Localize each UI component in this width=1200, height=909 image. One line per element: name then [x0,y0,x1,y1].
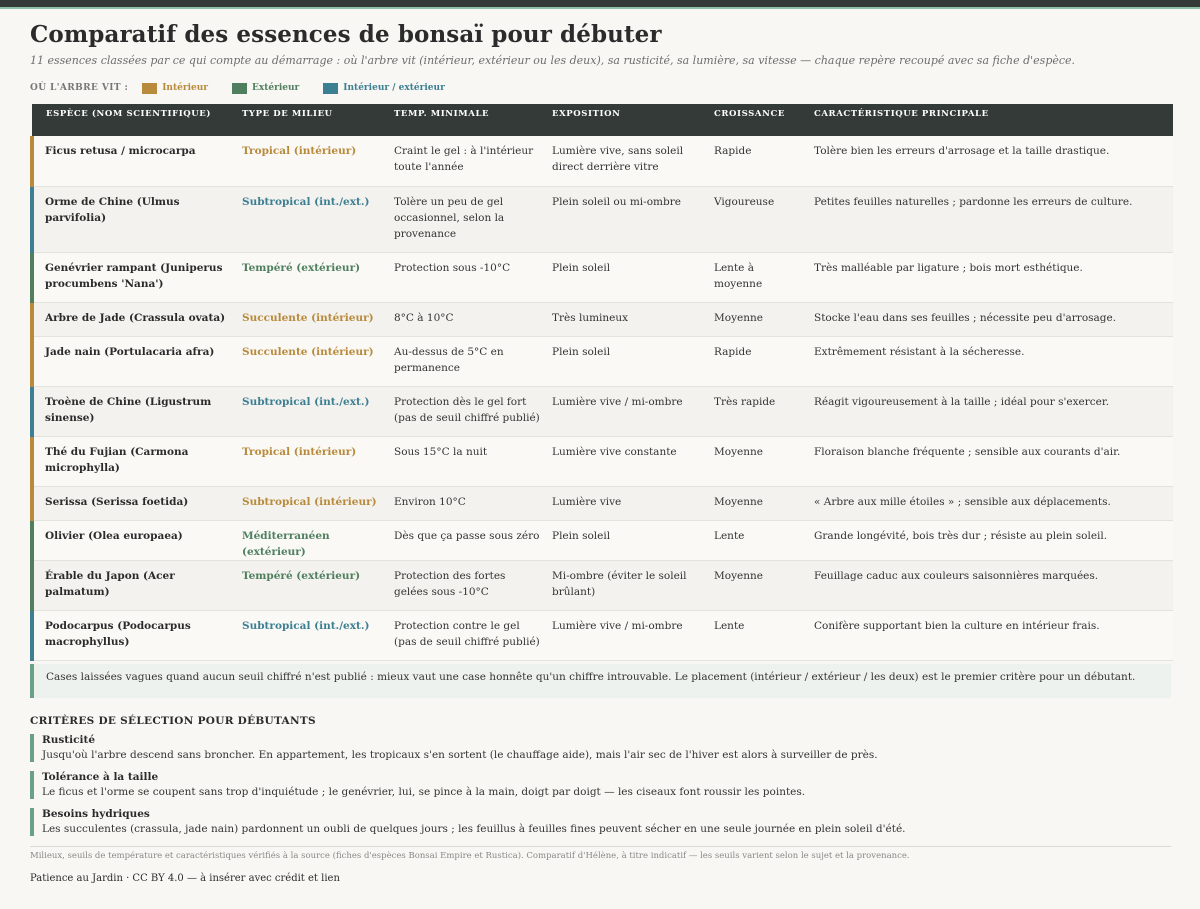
cell-milieu: Tempéré (extérieur) [236,560,388,610]
cell-temp: Tolère un peu de gel occasionnel, selon la provenance [388,186,546,252]
table-row [32,610,1173,660]
legend-swatch-interieur [142,83,157,94]
cell-croissance: Moyenne [708,560,808,610]
table-header-row [32,104,1173,136]
species-table [30,104,1173,661]
cell-croissance: Lente [708,610,808,660]
cell-milieu: Subtropical (int./ext.) [236,610,388,660]
cell-croissance: Moyenne [708,486,808,520]
cell-exposition: Lumière vive / mi-ombre [546,610,708,660]
criteria-list [30,734,1171,836]
cell-milieu: Tempéré (extérieur) [236,252,388,302]
page-subtitle: 11 essences classées par ce qui compte au démarrage : où l'arbre vit (intérieur, extérieur ou les deux), sa rusticité, sa lumière, sa vitesse — chaque repère recoupé avec sa fiche d'espèce. [30,54,1076,67]
cell-milieu: Subtropical (int./ext.) [236,186,388,252]
top-bar [0,0,1200,7]
cell-croissance: Lente [708,520,808,560]
cell-milieu: Succulente (intérieur) [236,336,388,386]
table-row [32,302,1173,336]
table-row [32,252,1173,302]
cell-croissance: Très rapide [708,386,808,436]
criterion-rusticite [30,734,1171,762]
cell-caracteristique: Grande longévité, bois très dur ; résiste au plein soleil. [808,520,1173,560]
credit-line: Patience au Jardin · CC BY 4.0 — à insérer avec crédit et lien [30,872,340,884]
cell-croissance: Moyenne [708,436,808,486]
criterion-hydrique [30,808,1171,836]
cell-caracteristique: Très malléable par ligature ; bois mort esthétique. [808,252,1173,302]
cell-milieu: Tropical (intérieur) [236,136,388,186]
cell-exposition: Lumière vive [546,486,708,520]
cell-temp: Protection sous -10°C [388,252,546,302]
legend-item-interieur [142,83,208,94]
cell-temp: Dès que ça passe sous zéro [388,520,546,560]
criterion-name: Rusticité [42,733,96,746]
cell-caracteristique: Floraison blanche fréquente ; sensible aux courants d'air. [808,436,1173,486]
cell-temp: 8°C à 10°C [388,302,546,336]
cell-espece: Podocarpus (Podocarpus macrophyllus) [32,610,236,660]
criterion-name: Besoins hydriques [42,807,150,820]
cell-espece: Troène de Chine (Ligustrum sinense) [32,386,236,436]
criterion-text: Le ficus et l'orme se coupent sans trop d'inquiétude ; le genévrier, lui, se pince à la main, doigt par doigt — les ciseaux font roussir les pointes. [42,785,806,798]
header-temp: TEMP. MINIMALE [388,104,546,136]
table-row [32,386,1173,436]
cell-caracteristique: Extrêmement résistant à la sécheresse. [808,336,1173,386]
cell-temp: Protection contre le gel (pas de seuil chiffré publié) [388,610,546,660]
cell-espece: Ficus retusa / microcarpa [32,136,236,186]
header-exposition: EXPOSITION [546,104,708,136]
page-title: Comparatif des essences de bonsaï pour débuter [30,21,662,48]
cell-croissance: Lente à moyenne [708,252,808,302]
cell-espece: Orme de Chine (Ulmus parvifolia) [32,186,236,252]
cell-milieu: Méditerranéen (extérieur) [236,520,388,560]
table-row [32,186,1173,252]
criterion-text: Jusqu'où l'arbre descend sans broncher. En appartement, les tropicaux s'en sortent (le chauffage aide), mais l'air sec de l'hiver est alors à surveiller de près. [42,748,878,761]
legend-item-exterieur [232,83,299,94]
header-milieu: TYPE DE MILIEU [236,104,388,136]
cell-exposition: Plein soleil [546,520,708,560]
cell-temp: Protection dès le gel fort (pas de seuil chiffré publié) [388,386,546,436]
cell-exposition: Mi-ombre (éviter le soleil brûlant) [546,560,708,610]
legend [30,81,1171,95]
cell-temp: Environ 10°C [388,486,546,520]
cell-milieu: Succulente (intérieur) [236,302,388,336]
cell-croissance: Rapide [708,336,808,386]
cell-espece: Jade nain (Portulacaria afra) [32,336,236,386]
criterion-name: Tolérance à la taille [42,770,159,783]
legend-item-label: Intérieur [162,83,209,93]
cell-espece: Érable du Japon (Acer palmatum) [32,560,236,610]
cell-caracteristique: Stocke l'eau dans ses feuilles ; nécessite peu d'arrosage. [808,302,1173,336]
cell-exposition: Lumière vive, sans soleil direct derrière vitre [546,136,708,186]
cell-espece: Serissa (Serissa foetida) [32,486,236,520]
table-note: Cases laissées vagues quand aucun seuil chiffré n'est publié : mieux vaut une case honnête qu'un chiffre introuvable. Le placement (intérieur / extérieur / les deux) est le premier critère pour un débutant. [30,664,1171,698]
legend-item-both [323,83,445,94]
cell-exposition: Très lumineux [546,302,708,336]
cell-temp: Au-dessus de 5°C en permanence [388,336,546,386]
cell-temp: Craint le gel : à l'intérieur toute l'année [388,136,546,186]
cell-caracteristique: « Arbre aux mille étoiles » ; sensible aux déplacements. [808,486,1173,520]
criterion-taille [30,771,1171,799]
cell-exposition: Lumière vive constante [546,436,708,486]
criteria-title: CRITÈRES DE SÉLECTION POUR DÉBUTANTS [30,714,316,727]
cell-exposition: Plein soleil [546,336,708,386]
cell-caracteristique: Feuillage caduc aux couleurs saisonnières marquées. [808,560,1173,610]
table-row [32,560,1173,610]
cell-milieu: Tropical (intérieur) [236,436,388,486]
cell-milieu: Subtropical (int./ext.) [236,386,388,436]
table-row [32,520,1173,560]
legend-item-label: Intérieur / extérieur [343,83,445,93]
cell-temp: Sous 15°C la nuit [388,436,546,486]
cell-croissance: Rapide [708,136,808,186]
header-espece: ESPÈCE (NOM SCIENTIFIQUE) [32,104,236,136]
table-row [32,486,1173,520]
table-row [32,436,1173,486]
cell-caracteristique: Tolère bien les erreurs d'arrosage et la taille drastique. [808,136,1173,186]
cell-caracteristique: Réagit vigoureusement à la taille ; idéal pour s'exercer. [808,386,1173,436]
table-row [32,136,1173,186]
legend-swatch-both [323,83,338,94]
cell-exposition: Plein soleil ou mi-ombre [546,186,708,252]
cell-temp: Protection des fortes gelées sous -10°C [388,560,546,610]
footer-divider [30,846,1171,847]
page-content [30,9,1171,884]
legend-label: OÙ L'ARBRE VIT : [30,83,129,93]
cell-croissance: Vigoureuse [708,186,808,252]
legend-item-label: Extérieur [252,83,300,93]
cell-espece: Olivier (Olea europaea) [32,520,236,560]
table-row [32,336,1173,386]
cell-espece: Arbre de Jade (Crassula ovata) [32,302,236,336]
table-body [32,136,1173,660]
cell-exposition: Lumière vive / mi-ombre [546,386,708,436]
cell-caracteristique: Petites feuilles naturelles ; pardonne les erreurs de culture. [808,186,1173,252]
header-croissance: CROISSANCE [708,104,808,136]
cell-croissance: Moyenne [708,302,808,336]
cell-milieu: Subtropical (intérieur) [236,486,388,520]
source-note: Milieux, seuils de température et caractéristiques vérifiés à la source (fiches d'espèces Bonsai Empire et Rustica). Comparatif d'Hélène, à titre indicatif — les seuils varient selon le sujet et la provenance. [30,850,910,861]
cell-espece: Thé du Fujian (Carmona microphylla) [32,436,236,486]
legend-swatch-exterieur [232,83,247,94]
cell-espece: Genévrier rampant (Juniperus procumbens 'Nana') [32,252,236,302]
cell-caracteristique: Conifère supportant bien la culture en intérieur frais. [808,610,1173,660]
header-caracteristique: CARACTÉRISTIQUE PRINCIPALE [808,104,1173,136]
cell-exposition: Plein soleil [546,252,708,302]
criterion-text: Les succulentes (crassula, jade nain) pardonnent un oubli de quelques jours ; les feuillus à feuilles fines peuvent sécher en une seule journée en plein soleil d'été. [42,822,906,835]
